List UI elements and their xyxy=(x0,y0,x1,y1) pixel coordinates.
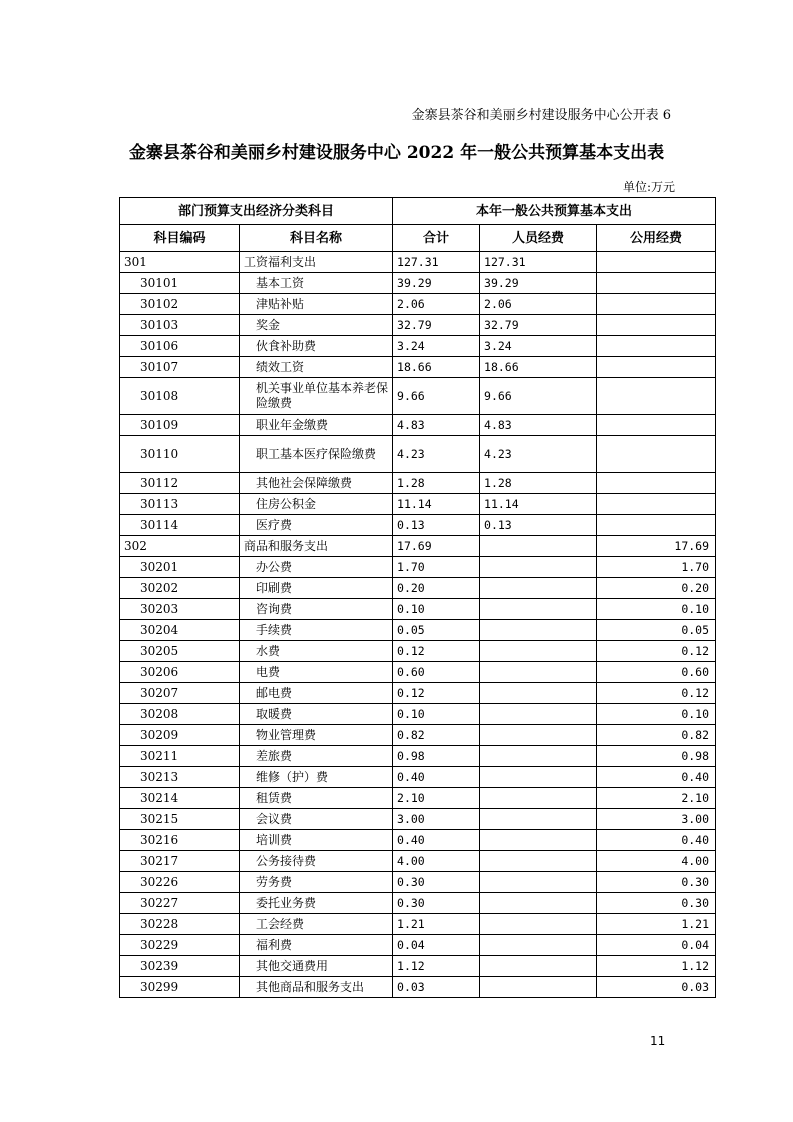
cell-code: 30108 xyxy=(120,378,240,415)
group-header-row xyxy=(120,198,716,225)
cell-name: 差旅费 xyxy=(240,746,393,767)
cell-code: 30113 xyxy=(120,494,240,515)
cell-total: 4.00 xyxy=(393,851,480,872)
cell-public: 0.12 xyxy=(597,641,716,662)
cell-personnel: 4.23 xyxy=(480,436,597,473)
cell-code: 301 xyxy=(120,252,240,273)
cell-code: 30206 xyxy=(120,662,240,683)
cell-code: 30106 xyxy=(120,336,240,357)
cell-code: 30211 xyxy=(120,746,240,767)
cell-code: 30114 xyxy=(120,515,240,536)
cell-code: 30226 xyxy=(120,872,240,893)
cell-name: 办公费 xyxy=(240,557,393,578)
table-row xyxy=(120,977,716,998)
column-header-row xyxy=(120,225,716,252)
cell-name: 其他商品和服务支出 xyxy=(240,977,393,998)
cell-personnel xyxy=(480,578,597,599)
cell-personnel xyxy=(480,704,597,725)
table-row xyxy=(120,536,716,557)
cell-code: 30102 xyxy=(120,294,240,315)
cell-public: 0.40 xyxy=(597,830,716,851)
cell-personnel xyxy=(480,620,597,641)
cell-code: 30101 xyxy=(120,273,240,294)
cell-code: 30207 xyxy=(120,683,240,704)
cell-personnel: 18.66 xyxy=(480,357,597,378)
cell-personnel xyxy=(480,956,597,977)
cell-total: 0.30 xyxy=(393,872,480,893)
cell-public xyxy=(597,357,716,378)
cell-personnel xyxy=(480,809,597,830)
cell-total: 0.12 xyxy=(393,683,480,704)
cell-personnel xyxy=(480,914,597,935)
cell-total: 17.69 xyxy=(393,536,480,557)
cell-total: 1.28 xyxy=(393,473,480,494)
cell-total: 127.31 xyxy=(393,252,480,273)
cell-total: 0.60 xyxy=(393,662,480,683)
table-row xyxy=(120,893,716,914)
cell-personnel: 1.28 xyxy=(480,473,597,494)
cell-public xyxy=(597,252,716,273)
cell-total: 0.04 xyxy=(393,935,480,956)
cell-name: 培训费 xyxy=(240,830,393,851)
cell-public xyxy=(597,494,716,515)
table-row xyxy=(120,725,716,746)
cell-total: 1.70 xyxy=(393,557,480,578)
cell-total: 0.40 xyxy=(393,830,480,851)
cell-name: 取暖费 xyxy=(240,704,393,725)
cell-public: 4.00 xyxy=(597,851,716,872)
cell-public: 0.40 xyxy=(597,767,716,788)
cell-name: 印刷费 xyxy=(240,578,393,599)
cell-public: 1.21 xyxy=(597,914,716,935)
cell-personnel: 32.79 xyxy=(480,315,597,336)
cell-public xyxy=(597,273,716,294)
cell-name: 劳务费 xyxy=(240,872,393,893)
cell-name: 医疗费 xyxy=(240,515,393,536)
table-row xyxy=(120,914,716,935)
cell-code: 30205 xyxy=(120,641,240,662)
cell-name: 水费 xyxy=(240,641,393,662)
table-row xyxy=(120,378,716,415)
cell-public xyxy=(597,294,716,315)
cell-name: 工资福利支出 xyxy=(240,252,393,273)
cell-personnel: 39.29 xyxy=(480,273,597,294)
cell-code: 30299 xyxy=(120,977,240,998)
cell-total: 3.24 xyxy=(393,336,480,357)
cell-total: 4.83 xyxy=(393,415,480,436)
table-row xyxy=(120,746,716,767)
cell-name: 工会经费 xyxy=(240,914,393,935)
cell-total: 0.05 xyxy=(393,620,480,641)
cell-name: 福利费 xyxy=(240,935,393,956)
cell-total: 2.06 xyxy=(393,294,480,315)
cell-public xyxy=(597,436,716,473)
cell-personnel xyxy=(480,788,597,809)
cell-name: 基本工资 xyxy=(240,273,393,294)
unit-label: 单位:万元 xyxy=(622,180,675,194)
table-row xyxy=(120,357,716,378)
header-note: 金寨县茶谷和美丽乡村建设服务中心公开表 6 xyxy=(411,108,671,123)
cell-name: 维修（护）费 xyxy=(240,767,393,788)
cell-code: 30202 xyxy=(120,578,240,599)
cell-code: 30109 xyxy=(120,415,240,436)
cell-personnel: 11.14 xyxy=(480,494,597,515)
table-row xyxy=(120,872,716,893)
cell-public: 0.60 xyxy=(597,662,716,683)
cell-personnel xyxy=(480,872,597,893)
cell-personnel xyxy=(480,641,597,662)
cell-code: 30112 xyxy=(120,473,240,494)
cell-public xyxy=(597,473,716,494)
table-row xyxy=(120,473,716,494)
cell-code: 302 xyxy=(120,536,240,557)
table-row xyxy=(120,252,716,273)
table-row xyxy=(120,415,716,436)
column-header-name: 科目名称 xyxy=(240,225,393,252)
cell-name: 电费 xyxy=(240,662,393,683)
table-row xyxy=(120,851,716,872)
cell-total: 0.12 xyxy=(393,641,480,662)
cell-name: 委托业务费 xyxy=(240,893,393,914)
cell-total: 0.82 xyxy=(393,725,480,746)
cell-name: 津贴补贴 xyxy=(240,294,393,315)
cell-personnel xyxy=(480,851,597,872)
cell-public xyxy=(597,336,716,357)
cell-total: 0.10 xyxy=(393,599,480,620)
cell-code: 30201 xyxy=(120,557,240,578)
cell-code: 30209 xyxy=(120,725,240,746)
cell-public: 1.12 xyxy=(597,956,716,977)
cell-code: 30203 xyxy=(120,599,240,620)
cell-public: 17.69 xyxy=(597,536,716,557)
column-header-personnel: 人员经费 xyxy=(480,225,597,252)
table-row xyxy=(120,620,716,641)
cell-public: 0.10 xyxy=(597,599,716,620)
cell-public xyxy=(597,515,716,536)
table-row xyxy=(120,578,716,599)
cell-personnel xyxy=(480,935,597,956)
cell-name: 咨询费 xyxy=(240,599,393,620)
cell-personnel xyxy=(480,893,597,914)
cell-code: 30217 xyxy=(120,851,240,872)
cell-public: 0.10 xyxy=(597,704,716,725)
table-row xyxy=(120,767,716,788)
cell-total: 0.03 xyxy=(393,977,480,998)
cell-public xyxy=(597,415,716,436)
cell-public: 0.03 xyxy=(597,977,716,998)
cell-name: 绩效工资 xyxy=(240,357,393,378)
cell-code: 30208 xyxy=(120,704,240,725)
page-title: 金寨县茶谷和美丽乡村建设服务中心 2022 年一般公共预算基本支出表 xyxy=(128,143,665,163)
cell-name: 邮电费 xyxy=(240,683,393,704)
cell-total: 0.30 xyxy=(393,893,480,914)
group-header-basic-expenditure: 本年一般公共预算基本支出 xyxy=(393,198,716,225)
cell-code: 30216 xyxy=(120,830,240,851)
cell-name: 公务接待费 xyxy=(240,851,393,872)
cell-personnel xyxy=(480,599,597,620)
cell-personnel: 127.31 xyxy=(480,252,597,273)
cell-total: 1.21 xyxy=(393,914,480,935)
column-header-code: 科目编码 xyxy=(120,225,240,252)
page-number: 11 xyxy=(650,1034,666,1048)
cell-name: 物业管理费 xyxy=(240,725,393,746)
cell-name: 职业年金缴费 xyxy=(240,415,393,436)
cell-personnel xyxy=(480,536,597,557)
table-body xyxy=(120,252,716,998)
cell-code: 30229 xyxy=(120,935,240,956)
group-header-classification: 部门预算支出经济分类科目 xyxy=(120,198,393,225)
table-row xyxy=(120,515,716,536)
cell-total: 0.13 xyxy=(393,515,480,536)
cell-name: 租赁费 xyxy=(240,788,393,809)
cell-total: 32.79 xyxy=(393,315,480,336)
cell-name: 住房公积金 xyxy=(240,494,393,515)
cell-public: 0.30 xyxy=(597,893,716,914)
table-row xyxy=(120,273,716,294)
cell-code: 30228 xyxy=(120,914,240,935)
cell-personnel: 3.24 xyxy=(480,336,597,357)
cell-name: 手续费 xyxy=(240,620,393,641)
cell-code: 30107 xyxy=(120,357,240,378)
cell-total: 0.98 xyxy=(393,746,480,767)
cell-public: 0.20 xyxy=(597,578,716,599)
cell-total: 0.10 xyxy=(393,704,480,725)
budget-table xyxy=(119,197,716,998)
cell-code: 30214 xyxy=(120,788,240,809)
cell-name: 奖金 xyxy=(240,315,393,336)
table-row xyxy=(120,336,716,357)
cell-public: 3.00 xyxy=(597,809,716,830)
cell-total: 1.12 xyxy=(393,956,480,977)
cell-total: 0.20 xyxy=(393,578,480,599)
cell-personnel: 0.13 xyxy=(480,515,597,536)
table-row xyxy=(120,315,716,336)
cell-code: 30204 xyxy=(120,620,240,641)
table-row xyxy=(120,956,716,977)
cell-public: 0.05 xyxy=(597,620,716,641)
cell-public: 0.04 xyxy=(597,935,716,956)
table-row xyxy=(120,436,716,473)
table-row xyxy=(120,935,716,956)
table-row xyxy=(120,809,716,830)
cell-personnel: 4.83 xyxy=(480,415,597,436)
cell-public: 1.70 xyxy=(597,557,716,578)
cell-total: 3.00 xyxy=(393,809,480,830)
cell-total: 11.14 xyxy=(393,494,480,515)
cell-personnel xyxy=(480,830,597,851)
cell-personnel xyxy=(480,557,597,578)
table-row xyxy=(120,704,716,725)
cell-public: 0.12 xyxy=(597,683,716,704)
cell-personnel: 2.06 xyxy=(480,294,597,315)
table-row xyxy=(120,557,716,578)
cell-name: 伙食补助费 xyxy=(240,336,393,357)
cell-personnel xyxy=(480,725,597,746)
cell-total: 18.66 xyxy=(393,357,480,378)
cell-personnel: 9.66 xyxy=(480,378,597,415)
cell-code: 30215 xyxy=(120,809,240,830)
cell-personnel xyxy=(480,746,597,767)
cell-name: 职工基本医疗保险缴费 xyxy=(240,436,393,473)
table-row xyxy=(120,788,716,809)
column-header-total: 合计 xyxy=(393,225,480,252)
cell-public: 0.30 xyxy=(597,872,716,893)
cell-public: 0.98 xyxy=(597,746,716,767)
cell-code: 30239 xyxy=(120,956,240,977)
cell-name: 其他社会保障缴费 xyxy=(240,473,393,494)
cell-personnel xyxy=(480,662,597,683)
cell-public: 2.10 xyxy=(597,788,716,809)
cell-total: 4.23 xyxy=(393,436,480,473)
cell-name: 会议费 xyxy=(240,809,393,830)
cell-total: 9.66 xyxy=(393,378,480,415)
table-row xyxy=(120,294,716,315)
cell-code: 30103 xyxy=(120,315,240,336)
cell-name: 机关事业单位基本养老保险缴费 xyxy=(240,378,393,415)
cell-personnel xyxy=(480,977,597,998)
cell-total: 39.29 xyxy=(393,273,480,294)
cell-public xyxy=(597,378,716,415)
cell-name: 其他交通费用 xyxy=(240,956,393,977)
table-row xyxy=(120,641,716,662)
table-row xyxy=(120,683,716,704)
cell-code: 30110 xyxy=(120,436,240,473)
cell-name: 商品和服务支出 xyxy=(240,536,393,557)
table-row xyxy=(120,662,716,683)
cell-public: 0.82 xyxy=(597,725,716,746)
table-row xyxy=(120,599,716,620)
cell-personnel xyxy=(480,767,597,788)
cell-total: 0.40 xyxy=(393,767,480,788)
cell-personnel xyxy=(480,683,597,704)
column-header-public: 公用经费 xyxy=(597,225,716,252)
cell-code: 30227 xyxy=(120,893,240,914)
table-row xyxy=(120,494,716,515)
cell-public xyxy=(597,315,716,336)
cell-total: 2.10 xyxy=(393,788,480,809)
cell-code: 30213 xyxy=(120,767,240,788)
table-row xyxy=(120,830,716,851)
